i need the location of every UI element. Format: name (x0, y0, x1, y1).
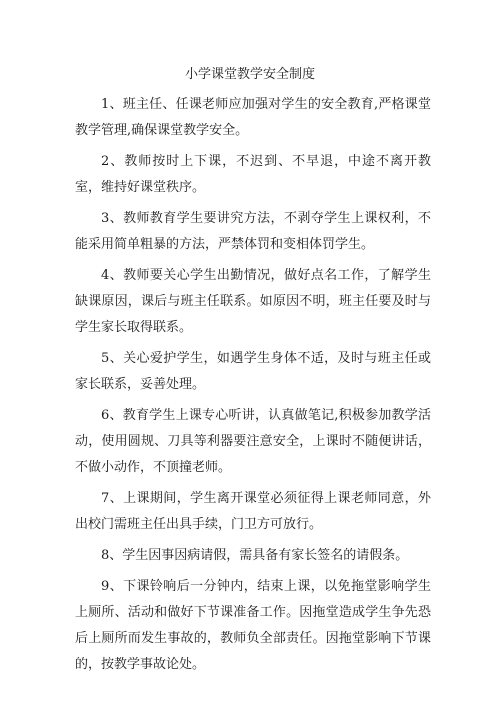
clause-3: 3、教师教育学生要讲究方法，不剥夺学生上课权利，不能采用简单粗暴的方法，严禁体罚和变相体罚学生。 (75, 211, 431, 252)
clause-6: 6、教育学生上课专心听讲，认真做笔记,积极参加教学活动，使用圆规、刀具等利器要注意安全，上课时不随便讲话，不做小动作，不顶撞老师。 (75, 408, 431, 475)
clause-1: 1、班主任、任课老师应加强对学生的安全教育,严格课堂教学管理,确保课堂教学安全。 (75, 97, 431, 138)
clause-7: 7、上课期间，学生离开课堂必须征得上课老师同意，外出校门需班主任出具手续，门卫方可放行。 (75, 491, 431, 532)
clause-8: 8、学生因事因病请假，需具备有家长签名的请假条。 (101, 548, 409, 563)
document-title: 小学课堂教学安全制度 (184, 67, 315, 82)
document-body (75, 92, 431, 683)
clause-4: 4、教师要关心学生出勤情况，做好点名工作，了解学生缺课原因，课后与班主任联系。如原因不明，班主任要及时与学生家长取得联系。 (75, 268, 431, 335)
clause-9: 9、下课铃响后一分钟内，结束上课，以免拖堂影响学生上厕所、活动和做好下节课准备工作。因拖堂造成学生争先恐后上厕所而发生事故的，教师负全部责任。因拖堂影响下节课的，按教学事故论处。 (75, 579, 431, 672)
clause-5: 5、关心爱护学生，如遇学生身体不适，及时与班主任或家长联系，妥善处理。 (75, 351, 431, 392)
clause-2: 2、教师按时上下课，不迟到、不早退，中途不离开教室，维持好课堂秩序。 (75, 154, 431, 195)
